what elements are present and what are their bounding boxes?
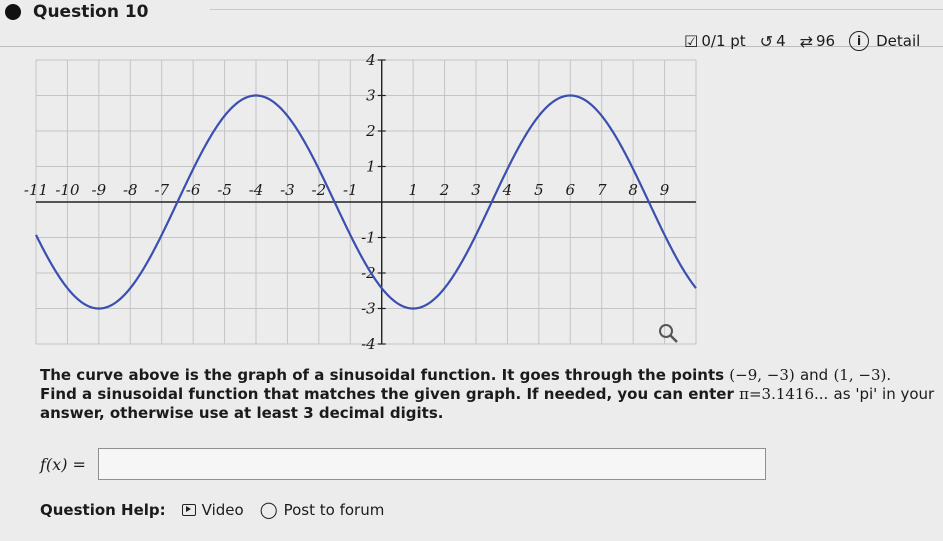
video-label: Video (201, 500, 244, 519)
prompt-line-1 (40, 366, 935, 385)
video-link[interactable] (182, 501, 244, 519)
question-header (0, 0, 943, 58)
details-link[interactable] (849, 31, 920, 51)
x-tick-label: 4 (502, 181, 513, 199)
x-tick-label: -7 (154, 181, 170, 199)
x-tick-label: -11 (23, 181, 49, 199)
repeat-icon: ⇄ (799, 31, 814, 51)
question-meta (684, 31, 934, 51)
chart-svg (23, 51, 696, 353)
x-tick-label: 2 (439, 181, 450, 199)
point-1: (−9, −3) (729, 366, 795, 384)
answer-input[interactable] (98, 448, 766, 480)
score (684, 32, 746, 51)
y-tick-label: 2 (366, 122, 376, 140)
score-text: 0/1 pt (701, 32, 746, 50)
x-tick-label: 8 (628, 181, 638, 199)
retries-count: 4 (776, 32, 786, 50)
x-tick-label: 9 (659, 181, 670, 199)
point-2: (1, −3). (833, 366, 892, 384)
x-tick-label: -5 (217, 181, 232, 199)
prompt-line-1-text: The curve above is the graph of a sinusoidal function. It goes through the points (40, 366, 725, 384)
attempts (800, 32, 836, 51)
y-tick-label: 3 (366, 86, 376, 105)
y-tick-label: 4 (366, 51, 376, 69)
x-tick-label: -3 (280, 181, 295, 199)
prompt-line-2-text: Find a sinusoidal function that matches the given graph. If needed, you can enter (40, 385, 734, 403)
x-tick-label: -10 (55, 181, 80, 199)
chat-bubble-icon: ◯ (259, 500, 278, 519)
x-tick-label: -2 (311, 181, 327, 199)
question-status-dot (5, 4, 21, 20)
pi-value: π=3.1416... (739, 385, 829, 403)
x-tick-label: 7 (596, 181, 607, 199)
question-title: Question 10 (33, 2, 149, 22)
y-tick-label: 1 (366, 157, 376, 176)
x-tick-label: 6 (565, 181, 576, 199)
y-tick-label: -2 (361, 264, 376, 282)
y-tick-label: -3 (361, 299, 376, 318)
y-tick-label: -1 (361, 228, 376, 247)
details-label: Detail (876, 32, 921, 50)
video-icon (182, 504, 196, 516)
x-tick-label: 1 (408, 181, 418, 199)
info-icon: i (849, 31, 869, 51)
x-tick-label: 5 (534, 181, 544, 199)
question-help (40, 500, 400, 519)
prompt-and: and (799, 366, 829, 384)
x-tick-label: -6 (185, 181, 201, 199)
checkbox-icon: ☑ (684, 31, 699, 51)
y-tick-label: -4 (361, 335, 376, 353)
question-prompt (40, 366, 935, 423)
prompt-line-2-tail: as 'pi' in your (833, 385, 935, 403)
forum-link[interactable] (260, 500, 385, 519)
x-tick-label: -4 (248, 181, 264, 199)
attempts-count: 96 (816, 32, 836, 50)
x-tick-label: -1 (342, 181, 358, 199)
forum-label: Post to forum (283, 500, 385, 519)
x-tick-label: -8 (122, 181, 138, 199)
undo-icon: ↺ (759, 31, 774, 51)
x-tick-label: 3 (471, 181, 481, 199)
x-tick-label: -9 (91, 181, 107, 199)
answer-row (40, 448, 766, 480)
prompt-line-2 (40, 385, 935, 404)
prompt-line-3: answer, otherwise use at least 3 decimal digits. (40, 404, 444, 422)
help-label: Question Help: (40, 500, 166, 519)
retries (760, 32, 786, 51)
magnifier-icon[interactable] (657, 322, 679, 348)
header-top-divider (210, 9, 943, 10)
sinusoid-graph (23, 51, 696, 353)
answer-label: f(x) = (40, 454, 86, 474)
